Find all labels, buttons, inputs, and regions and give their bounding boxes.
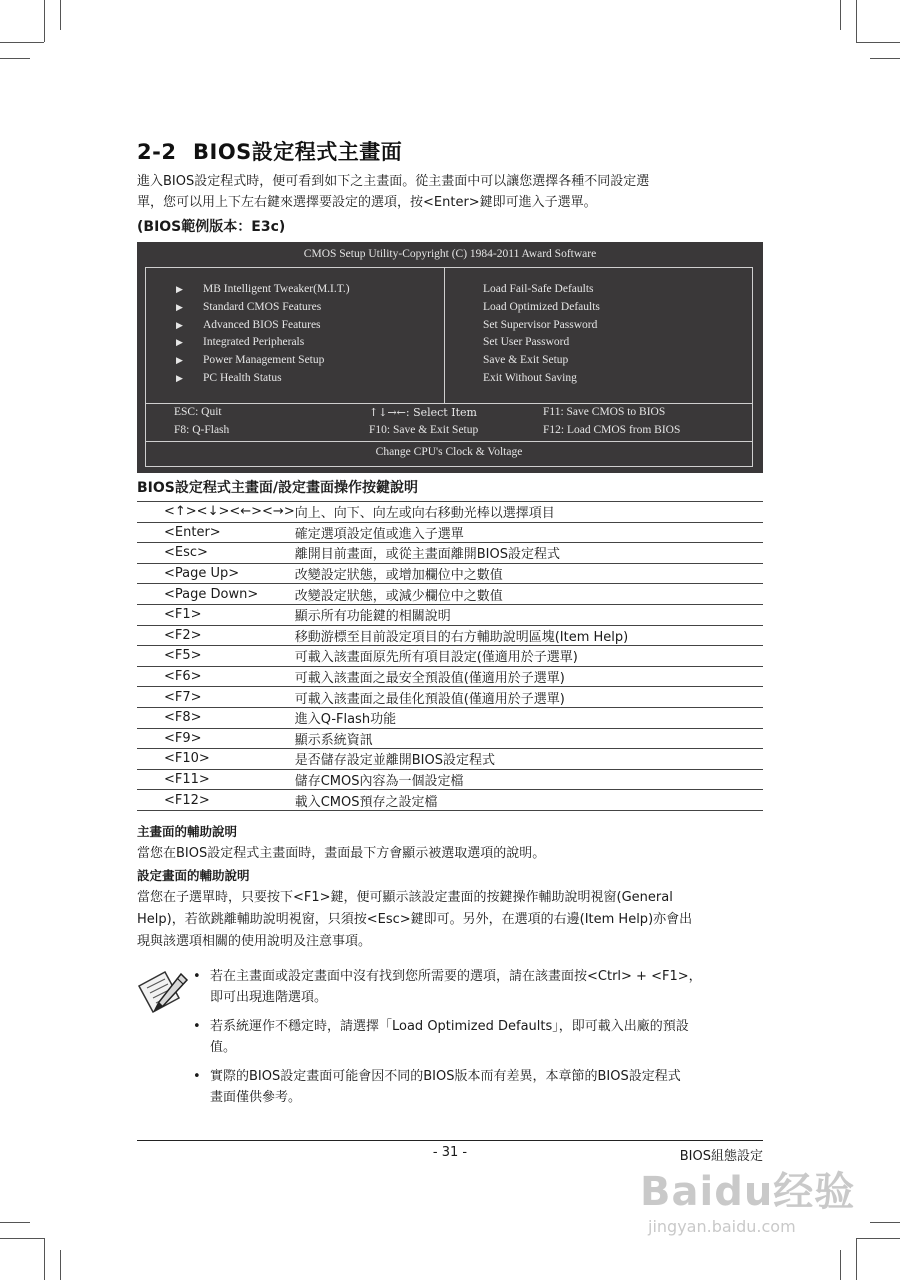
bios-menu-item[interactable]: Load Fail-Safe Defaults (483, 283, 594, 295)
table-row (137, 749, 763, 770)
bios-divider (444, 268, 445, 403)
key-cell: <F8> (137, 707, 295, 728)
table-row (137, 522, 763, 543)
bios-menu-item[interactable]: Save & Exit Setup (483, 354, 569, 366)
crop-mark (856, 1238, 857, 1280)
desc-cell: 儲存CMOS內容為一個設定檔 (295, 769, 763, 790)
intro-line: 單，您可以用上下左右鍵來選擇要設定的選項，按<Enter>鍵即可進入子選單。 (137, 195, 597, 210)
desc-cell: 改變設定狀態，或減少欄位中之數值 (295, 584, 763, 605)
table-row (137, 502, 763, 523)
crop-mark (0, 58, 30, 59)
key-cell: <F6> (137, 666, 295, 687)
key-cell: <F5> (137, 646, 295, 667)
bios-title: CMOS Setup Utility-Copyright (C) 1984-2011 Award Software (303, 248, 597, 260)
note-item (193, 1016, 763, 1058)
submenu-help-heading: 設定畫面的輔助說明 (137, 868, 250, 883)
footer-rule (137, 1140, 763, 1141)
bios-key-hint: F11: Save CMOS to BIOS (543, 406, 666, 418)
crop-mark (870, 58, 900, 59)
key-cell: <Enter> (137, 522, 295, 543)
intro-paragraph (137, 171, 763, 213)
submenu-help-line: 當您在子選單時，只要按下<F1>鍵，便可顯示該設定畫面的按鍵操作輔助說明視窗(General (137, 890, 673, 905)
page-number: - 31 - (432, 1145, 468, 1160)
desc-cell: 確定選項設定值或進入子選單 (295, 522, 763, 543)
desc-cell: 載入CMOS預存之設定檔 (295, 790, 763, 811)
note-pencil-icon (135, 968, 190, 1016)
desc-cell: 移動游標至目前設定項目的右方輔助說明區塊(Item Help) (295, 625, 763, 646)
table-row (137, 707, 763, 728)
key-cell: <F11> (137, 769, 295, 790)
bios-key-hint: ESC: Quit (174, 406, 222, 418)
table-row (137, 543, 763, 564)
bios-menu-item[interactable]: Set Supervisor Password (483, 319, 598, 331)
crop-mark (856, 1238, 900, 1239)
note-line: 畫面僅供參考。 (210, 1090, 302, 1105)
crop-mark (856, 0, 857, 42)
table-row (137, 584, 763, 605)
menu-arrow-icon: ▶ (176, 321, 183, 331)
bios-menu-item[interactable]: Power Management Setup (203, 354, 325, 366)
bullet-icon: • (193, 1019, 201, 1034)
menu-arrow-icon: ▶ (176, 356, 183, 366)
desc-cell: 離開目前畫面，或從主畫面離開BIOS設定程式 (295, 543, 763, 564)
desc-cell: 顯示所有功能鍵的相關說明 (295, 604, 763, 625)
crop-mark (44, 1238, 45, 1280)
crop-mark (0, 1238, 44, 1239)
crop-mark (44, 0, 45, 42)
note-line: 實際的BIOS設定畫面可能會因不同的BIOS版本而有差異，本章節的BIOS設定程式 (210, 1069, 681, 1084)
desc-cell: 改變設定狀態，或增加欄位中之數值 (295, 563, 763, 584)
key-table (137, 501, 763, 811)
table-row (137, 769, 763, 790)
submenu-help-paragraph (137, 887, 763, 953)
bios-menu-item[interactable]: MB Intelligent Tweaker(M.I.T.) (203, 283, 350, 295)
key-cell: <F12> (137, 790, 295, 811)
bios-menu-item[interactable]: PC Health Status (203, 372, 282, 384)
key-cell: <↑><↓><←><→> (137, 502, 295, 523)
notes-list (193, 966, 763, 1116)
menu-arrow-icon: ▶ (176, 338, 183, 348)
section-title (137, 136, 402, 166)
note-line: 若在主畫面或設定畫面中沒有找到您所需要的選項，請在該畫面按<Ctrl> + <F1>， (210, 969, 702, 984)
section-heading: BIOS設定程式主畫面 (193, 140, 403, 164)
main-help-text: 當您在BIOS設定程式主畫面時，畫面最下方會顯示被選取選項的說明。 (137, 846, 546, 861)
bios-divider (145, 441, 753, 442)
crop-mark (840, 0, 841, 30)
watermark-url: jingyan.baidu.com (648, 1217, 796, 1236)
key-cell: <F2> (137, 625, 295, 646)
bios-key-hint: F12: Load CMOS from BIOS (543, 424, 681, 436)
desc-cell: 可載入該畫面原先所有項目設定(僅適用於子選單) (295, 646, 763, 667)
section-number: 2-2 (137, 140, 177, 164)
bios-key-hint: F8: Q-Flash (174, 424, 230, 436)
menu-arrow-icon: ▶ (176, 374, 183, 384)
bullet-icon: • (193, 969, 201, 984)
desc-cell: 進入Q-Flash功能 (295, 707, 763, 728)
bios-menu-item[interactable]: Standard CMOS Features (203, 301, 322, 313)
desc-cell: 可載入該畫面之最佳化預設值(僅適用於子選單) (295, 687, 763, 708)
key-cell: <Page Down> (137, 584, 295, 605)
bios-version-label: (BIOS範例版本：E3c) (137, 219, 286, 235)
bios-key-hint: ↑↓→←: Select Item (369, 406, 477, 419)
watermark-logo: Baidu经验 (640, 1169, 856, 1215)
crop-mark (840, 1250, 841, 1280)
crop-mark (0, 42, 44, 43)
crop-mark (870, 1222, 900, 1223)
table-row (137, 625, 763, 646)
bios-frame (145, 267, 753, 467)
note-line: 值。 (210, 1040, 237, 1055)
table-row (137, 666, 763, 687)
crop-mark (60, 0, 61, 30)
baidu-watermark (640, 1160, 855, 1236)
bios-menu-item[interactable]: Integrated Peripherals (203, 336, 305, 348)
key-cell: <Page Up> (137, 563, 295, 584)
main-help-heading: 主畫面的輔助說明 (137, 824, 238, 839)
bios-menu-item[interactable]: Set User Password (483, 336, 570, 348)
submenu-help-line: Help)，若欲跳離輔助說明視窗，只須按<Esc>鍵即可。另外，在選項的右邊(Item Help)亦會出 (137, 912, 693, 927)
key-cell: <F9> (137, 728, 295, 749)
note-item (193, 966, 763, 1008)
menu-arrow-icon: ▶ (176, 285, 183, 295)
bios-key-hint: F10: Save & Exit Setup (369, 424, 479, 436)
table-row (137, 687, 763, 708)
table-row (137, 563, 763, 584)
table-row (137, 646, 763, 667)
menu-arrow-icon: ▶ (176, 303, 183, 313)
note-line: 即可出現進階選項。 (210, 990, 328, 1005)
desc-cell: 可載入該畫面之最安全預設值(僅適用於子選單) (295, 666, 763, 687)
chapter-label: BIOS組態設定 (679, 1149, 763, 1164)
note-line: 若系統運作不穩定時，請選擇「Load Optimized Defaults」，即可載入出廠的預設 (210, 1019, 689, 1034)
desc-cell: 向上、向下、向左或向右移動光棒以選擇項目 (295, 502, 763, 523)
crop-mark (60, 1250, 61, 1280)
key-cell: <F10> (137, 749, 295, 770)
table-row (137, 728, 763, 749)
key-table-title: BIOS設定程式主畫面/設定畫面操作按鍵說明 (137, 480, 418, 496)
bios-help-line: Change CPU's Clock & Voltage (375, 446, 523, 458)
table-row (137, 790, 763, 811)
desc-cell: 是否儲存設定並離開BIOS設定程式 (295, 749, 763, 770)
crop-mark (0, 1222, 30, 1223)
key-cell: <F1> (137, 604, 295, 625)
note-item (193, 1066, 763, 1108)
bios-menu-item[interactable]: Load Optimized Defaults (483, 301, 600, 313)
submenu-help-line: 現與該選項相關的使用說明及注意事項。 (137, 934, 372, 949)
bios-divider (145, 403, 753, 404)
desc-cell: 顯示系統資訊 (295, 728, 763, 749)
table-row (137, 604, 763, 625)
bullet-icon: • (193, 1069, 201, 1084)
crop-mark (856, 42, 900, 43)
bios-menu-item[interactable]: Exit Without Saving (483, 372, 577, 384)
intro-line: 進入BIOS設定程式時，便可看到如下之主畫面。從主畫面中可以讓您選擇各種不同設定選 (137, 174, 650, 189)
key-cell: <Esc> (137, 543, 295, 564)
bios-menu-item[interactable]: Advanced BIOS Features (203, 319, 321, 331)
key-cell: <F7> (137, 687, 295, 708)
